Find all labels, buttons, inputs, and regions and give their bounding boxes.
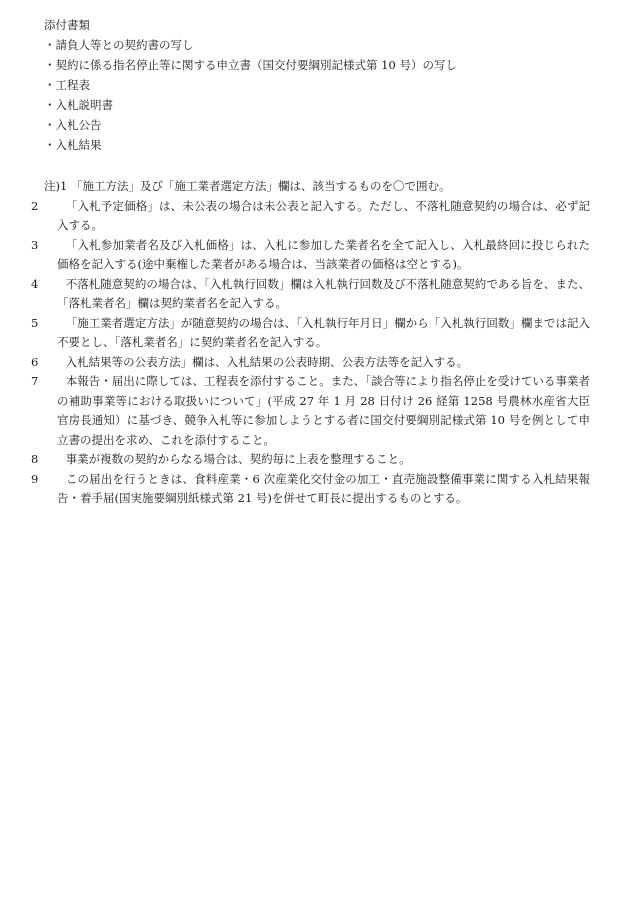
note-item	[31, 470, 591, 509]
note-number: 2	[31, 198, 39, 213]
note-number: 9	[31, 471, 39, 486]
note-text: この届出を行うときは、食料産業・6 次産業化交付金の加工・直売施設整備事業に関する入札結果報告・着手届(国実施要綱別紙様式第 21 号)を併せて町長に提出するものとする。	[57, 471, 591, 505]
note-number: 4	[31, 276, 39, 291]
note-number: 8	[31, 452, 39, 466]
note-item	[31, 236, 590, 275]
note-text: 入札結果等の公表方法」欄は、入札結果の公表時期、公表方法等を記入する。	[65, 354, 469, 369]
attachment-item: ・工程表	[44, 78, 90, 92]
note-number: 3	[31, 237, 39, 252]
attachment-item: ・入札結果	[44, 138, 102, 152]
note-item	[44, 177, 590, 197]
attachment-item: ・入札公告	[44, 118, 102, 132]
attachment-item: ・入札説明書	[44, 98, 113, 112]
attachment-item: ・請負人等との契約書の写し	[44, 38, 194, 52]
note-item	[31, 314, 591, 353]
note-number: 6	[31, 354, 39, 369]
attachment-item: ・契約に係る指名停止等に関する申立書（国交付要綱別記様式第 10 号）の写し	[44, 58, 457, 72]
note-text: 「入札参加業者名及び入札価格」は、入札に参加した業者名を全て記入し、入札最終回に投じられた価格を記入する(途中棄権した業者がある場合は、当該業者の価格は空とする)。	[57, 237, 590, 271]
note-text: 事業が複数の契約からなる場合は、契約毎に上表を整理すること。	[65, 452, 411, 466]
note-text: 不落札随意契約の場合は、「入札執行回数」欄は入札執行回数及び不落札随意契約である旨を、また、「落札業者名」欄は契約業者名を記入する。	[57, 276, 591, 310]
note-text: 「施工方法」及び「施工業者選定方法」欄は、該当するものを〇で囲む。	[70, 179, 451, 193]
attachments-heading: 添付書類	[44, 18, 90, 32]
note-item	[31, 372, 591, 450]
notes-section	[31, 177, 591, 509]
note-number: 注)1	[44, 179, 68, 193]
note-item	[31, 353, 590, 373]
note-number: 5	[31, 315, 39, 330]
note-item	[31, 197, 590, 236]
note-text: 本報告・届出に際しては、工程表を添付すること。また、「談合等により指名停止を受けている事業者の補助事業等における取扱いについて」(平成 27 年 1 月 28 日付け 26 経第 1258 号農林水産省大臣官房長通知）に基づき、競争入札等に参加しようとする者に国交付要綱別記様式第 10 号を例として申立書の提出を求め、これを添付すること。	[57, 374, 591, 447]
note-text: 「施工業者選定方法」が随意契約の場合は、「入札執行年月日」欄から「入札執行回数」欄までは記入不要とし、「落札業者名」に契約業者名を記入する。	[57, 315, 591, 349]
attachments-section	[44, 15, 604, 155]
note-item	[31, 275, 591, 314]
note-item	[31, 450, 590, 470]
note-number: 7	[31, 374, 39, 388]
note-text: 「入札予定価格」は、未公表の場合は未公表と記入する。ただし、不落札随意契約の場合は、必ず記入する。	[57, 198, 590, 232]
